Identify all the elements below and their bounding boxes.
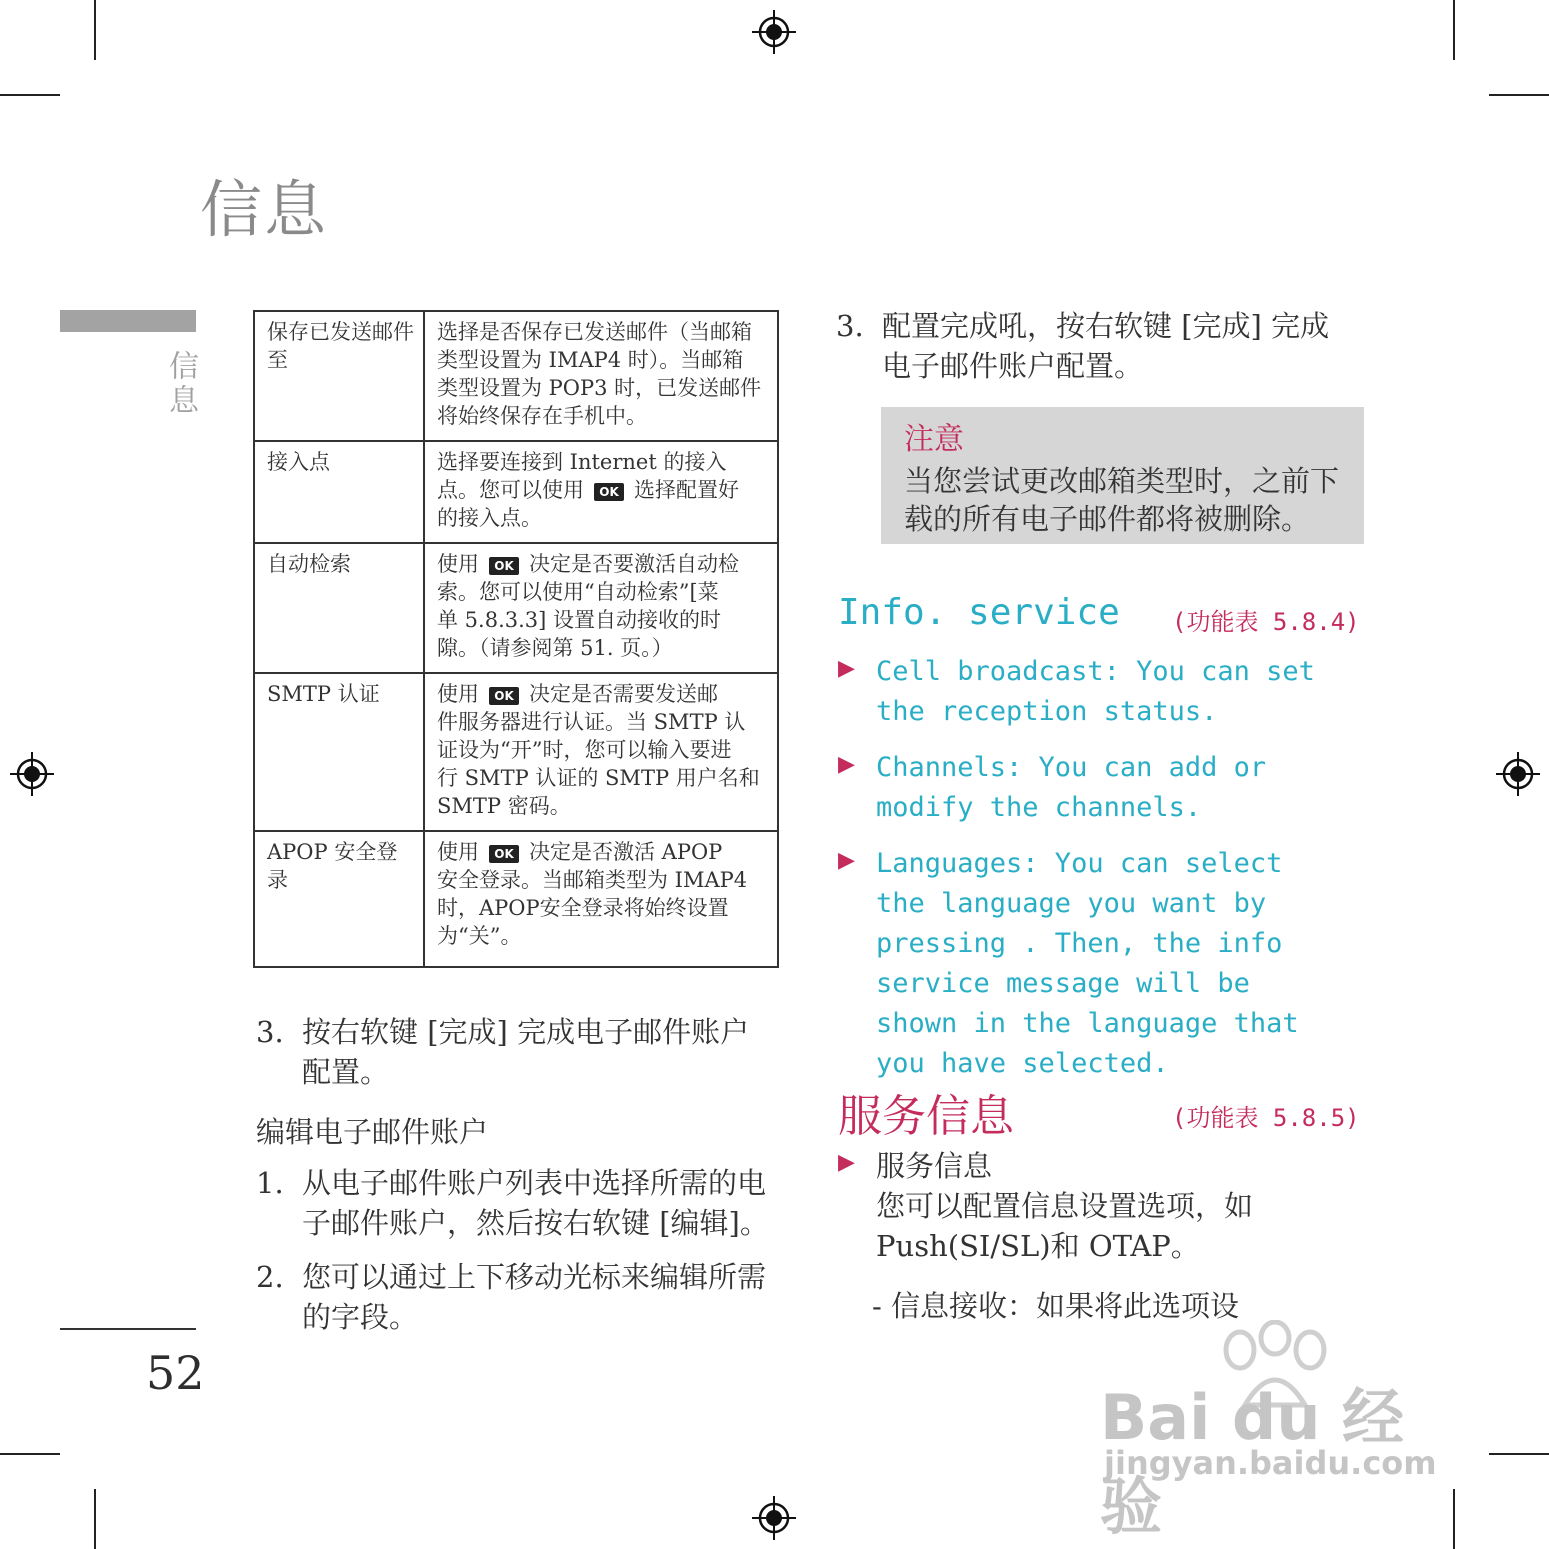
step-item <box>256 1012 756 1092</box>
section-tab-label: 信息 <box>163 350 198 418</box>
ok-key-icon: OK <box>594 483 624 501</box>
crop-mark <box>94 1489 96 1549</box>
step-item <box>256 1257 776 1337</box>
registration-mark-icon <box>10 752 54 796</box>
table-key: APOP 安全登录 <box>254 831 424 967</box>
section-heading-info-service: Info. service <box>838 592 1120 633</box>
triangle-bullet-icon: ▶ <box>838 1150 855 1175</box>
registration-mark-icon <box>1496 752 1540 796</box>
section-heading-service-info: 服务信息 <box>838 1091 1014 1142</box>
table-row <box>254 543 778 673</box>
list-item: ▶ Channels: You can add or modify the channels. <box>838 752 1267 823</box>
ok-key-icon: OK <box>489 845 519 863</box>
step-number: 1. <box>256 1166 284 1200</box>
step-item <box>256 1163 776 1243</box>
section-tab-bar <box>60 310 196 332</box>
list-item: ▶ Languages: You can select the language you want by pressing . Then, the info service message will be shown in the language that you have selected. <box>838 848 1299 1079</box>
ok-key-icon: OK <box>489 557 519 575</box>
step-number: 3. <box>256 1015 284 1049</box>
table-row <box>254 831 778 967</box>
step-text: 从电子邮件账户列表中选择所需的电子邮件账户，然后按右软键 [编辑]。 <box>302 1166 769 1240</box>
crop-mark <box>1489 94 1549 96</box>
watermark-url: jingyan.baidu.com <box>1104 1444 1437 1482</box>
step-text: 您可以通过上下移动光标来编辑所需的字段。 <box>302 1260 767 1334</box>
sub-heading: 编辑电子邮件账户 <box>256 1115 489 1149</box>
table-key: 接入点 <box>254 441 424 543</box>
list-item: ▶ 服务信息 您可以配置信息设置选项，如 Push(SI/SL)和 OTAP。 <box>838 1149 1254 1263</box>
table-key: 保存已发送邮件至 <box>254 311 424 441</box>
table-row <box>254 673 778 831</box>
table-value: 选择是否保存已发送邮件（当邮箱 类型设置为 IMAP4 时）。当邮箱 类型设置为 POP3 时，已发送邮件 将始终保存在手机中。 <box>424 311 778 441</box>
table-value: 使用 OK 决定是否需要发送邮 件服务器进行认证。当 SMTP 认 证设为“开”时，您可以输入要进 行 SMTP 认证的 SMTP 用户名和 SMTP 密码。 <box>424 673 778 831</box>
menu-reference: (功能表 5.8.4) <box>1172 608 1360 636</box>
table-key: SMTP 认证 <box>254 673 424 831</box>
triangle-bullet-icon: ▶ <box>838 848 855 873</box>
menu-reference: (功能表 5.8.5) <box>1172 1104 1360 1132</box>
table-row <box>254 441 778 543</box>
step-number: 3. <box>836 309 864 343</box>
step-text: 按右软键 [完成] 完成电子邮件账户配置。 <box>302 1015 750 1089</box>
crop-mark <box>94 0 96 60</box>
step-text: 配置完成吼，按右软键 [完成] 完成电子邮件账户配置。 <box>882 309 1330 383</box>
ok-key-icon: OK <box>489 687 519 705</box>
registration-mark-icon <box>752 10 796 54</box>
step-item <box>836 306 1356 386</box>
triangle-bullet-icon: ▶ <box>838 656 855 681</box>
triangle-bullet-icon: ▶ <box>838 752 855 777</box>
sub-list-item: - 信息接收：如果将此选项设 <box>872 1289 1240 1323</box>
email-settings-table <box>253 310 779 968</box>
watermark-brand: Bai du 经验 <box>1100 1381 1405 1543</box>
page-number: 52 <box>146 1346 205 1400</box>
registration-mark-icon <box>752 1496 796 1540</box>
table-value: 使用 OK 决定是否激活 APOP 安全登录。当邮箱类型为 IMAP4 时，APOP安全登录将始终设置 为“关”。 <box>424 831 778 967</box>
baidu-watermark <box>1100 1320 1460 1543</box>
note-title: 注意 <box>904 422 964 457</box>
table-value: 使用 OK 决定是否要激活自动检 索。您可以使用“自动检索”[菜 单 5.8.3.3] 设置自动接收的时 隙。（请参阅第 51. 页。） <box>424 543 778 673</box>
table-value: 选择要连接到 Internet 的接入 点。您可以使用 OK 选择配置好 的接入点。 <box>424 441 778 543</box>
crop-mark <box>0 94 60 96</box>
step-number: 2. <box>256 1260 284 1294</box>
table-row <box>254 311 778 441</box>
crop-mark <box>0 1453 60 1455</box>
crop-mark <box>1489 1453 1549 1455</box>
note-body: 当您尝试更改邮箱类型时，之前下载的所有电子邮件都将被删除。 <box>904 464 1340 536</box>
table-key: 自动检索 <box>254 543 424 673</box>
crop-mark <box>1453 0 1455 60</box>
list-item: ▶ Cell broadcast: You can set the reception status. <box>838 656 1315 727</box>
page-title: 信息 <box>200 173 329 246</box>
page-number-rule <box>60 1328 196 1330</box>
